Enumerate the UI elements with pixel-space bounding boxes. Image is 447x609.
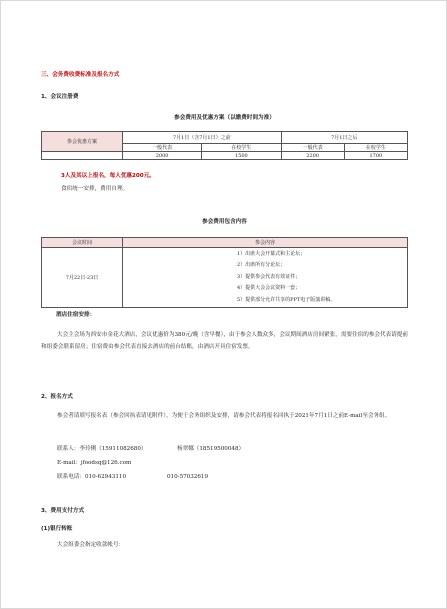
content-item: 2）出席所有分论坛； bbox=[237, 262, 286, 269]
hotel-heading: 酒店住宿安排： bbox=[56, 312, 96, 318]
content-col-time: 会议时间 bbox=[42, 238, 123, 248]
content-items bbox=[123, 248, 408, 308]
bank-account-intro: 大会组委会指定收款帐号： bbox=[57, 542, 125, 548]
registration-paragraph: 参会者请填写报名表（参会回执表请见附件），为便于会务组织及安排，请参会代表将报名回执于2021年7月1日之前E-mail至会务组。 bbox=[57, 413, 391, 419]
content-item: 4）提供大会会议资料一套； bbox=[237, 285, 301, 292]
fee-price: 1500 bbox=[202, 152, 281, 160]
fee-price: 1700 bbox=[344, 152, 407, 160]
bank-transfer-subheading: (1)银行转账 bbox=[41, 526, 73, 532]
fee-col-student: 在校学生 bbox=[202, 144, 281, 152]
contact-email: E-mail：jfoodsq@126.com bbox=[57, 460, 132, 466]
fee-price: 2200 bbox=[281, 152, 344, 160]
fee-table bbox=[41, 131, 408, 160]
lodging-note: 食宿统一安排，费用自理。 bbox=[61, 186, 129, 192]
hotel-paragraph: 大会主会场为西安市金花大酒店，会议优惠价为380元/晚（含早餐），由于参会人数众多，会议期间酒店房间紧张，需要住宿的参会代表请提前和组委会联系留房；住宿费由参会代表直接去酒店的前台结账，由酒店开具住宿发票。 bbox=[41, 332, 408, 350]
fee-col-general: 一般代表 bbox=[281, 144, 344, 152]
contact-person-2: 杨翠娜（18519500048） bbox=[177, 446, 245, 452]
content-table-title: 参会费用包含内容 bbox=[202, 219, 247, 225]
heading-registration-method: 2、报名方式 bbox=[41, 394, 73, 400]
content-item: 1）出席大会开幕式和主论坛； bbox=[237, 250, 306, 257]
section-title: 三、会务费收费标准及报名方式 bbox=[41, 72, 120, 78]
content-item: 5）提供部分允许共享的PPT电子版演讲稿。 bbox=[237, 296, 336, 303]
fee-empty-cell bbox=[42, 152, 123, 160]
fee-col-student: 在校学生 bbox=[344, 144, 407, 152]
content-col-content: 参会内容 bbox=[123, 238, 408, 248]
heading-registration-fee: 1、会议注册费 bbox=[41, 94, 79, 100]
content-table bbox=[41, 237, 408, 308]
fee-price: 2000 bbox=[123, 152, 202, 160]
contact-person-1: 联系人：李玲俐（15911082680） bbox=[57, 446, 147, 452]
contact-phone-2: 010-57032619 bbox=[167, 474, 209, 480]
content-date: 7月22日-23日 bbox=[42, 248, 123, 308]
fee-col-general: 一般代表 bbox=[123, 144, 202, 152]
fee-period-before: 7月1日（含7月1日）之前 bbox=[123, 132, 282, 144]
contact-phone-1: 联系电话：010-62943110 bbox=[57, 474, 127, 480]
group-discount: 3人及其以上报名，每人优惠200元。 bbox=[61, 173, 155, 179]
fee-row-label: 参会优惠方案 bbox=[42, 132, 123, 152]
fee-period-after: 7月1日之后 bbox=[281, 132, 407, 144]
fee-table-title: 参会费用及优惠方案（以缴费时间为准） bbox=[174, 115, 275, 121]
content-item: 3）提供参会代表有效证件； bbox=[237, 273, 301, 280]
heading-payment-method: 3、费用支付方式 bbox=[41, 508, 85, 514]
